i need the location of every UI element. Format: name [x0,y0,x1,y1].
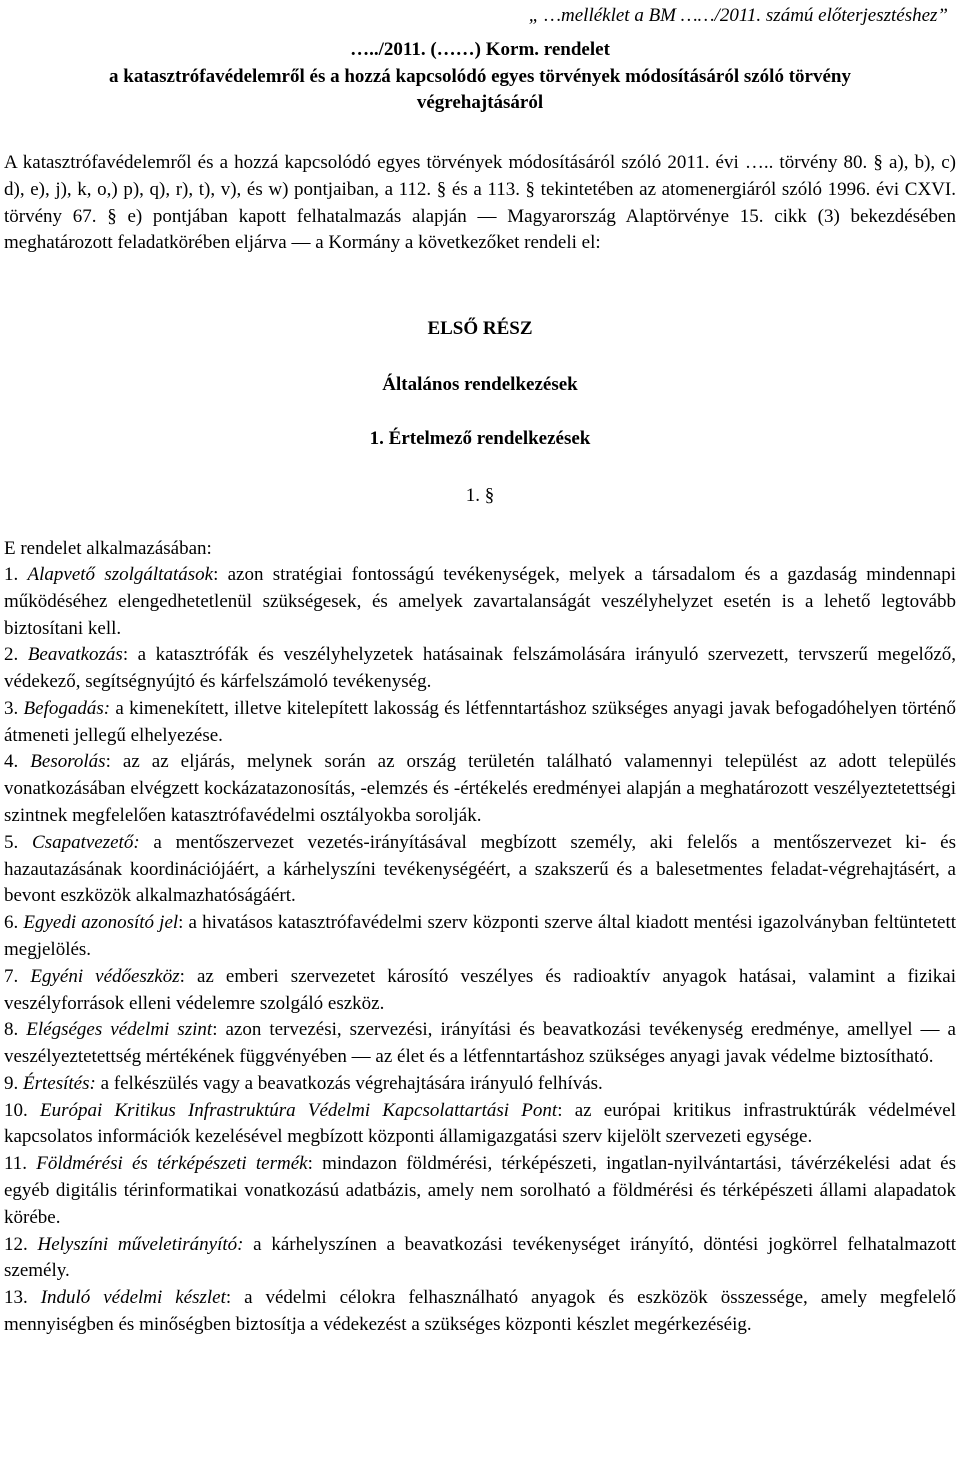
definition-number: 3. [4,697,24,719]
general-heading: Általános rendelkezések [382,374,578,395]
definition-term: Elégséges védelmi szint [26,1019,213,1041]
definition-number: 1. [4,564,28,585]
definition-item [4,1098,956,1152]
definition-term: Csapatvezető: [32,831,140,853]
definition-term: Alapvető szolgáltatások [27,564,214,585]
definition-number: 10. [4,1099,40,1121]
definition-text: : a védelmi célokra felhasználható anyagok és eszközök összessége, amely megfelelő mennyiségben és minőségben biztosítja a védekezést a szükséges központi készlet megérkezéséig. [4,1287,957,1335]
definition-number: 12. [4,1233,38,1255]
definition-term: Egyedi azonosító jel [23,912,179,934]
definition-number: 2. [4,644,28,666]
definition-text: a kimenekített, illetve kitelepített lakosság és létfenntartáshoz szükséges anyagi javak befogadóhelyen történő átmeneti jellegű elhelyezése. [4,697,957,746]
definition-number: 13. [4,1287,41,1309]
definition-term: Egyéni védőeszköz [30,965,180,987]
definition-text: : az az eljárás, melynek során az ország területén található valamennyi települést az adott település vonatkozásában elvégzett kockázatazonosítás, -elemzés és -értékelés eredményei alapján a meghatározott veszélyeztetettségi szintnek megfelelően katasztrófavédelmi osztályokba sorolják. [4,751,956,827]
definition-item [4,1151,956,1231]
definition-number: 5. [4,831,33,853]
definition-term: Helyszíni műveletirányító: [37,1233,244,1255]
definition-item [4,696,956,750]
definition-item [4,1285,956,1339]
title-line-3: végrehajtásáról [416,92,544,114]
definition-item [4,1232,956,1286]
definition-number: 8. [4,1019,27,1041]
definition-number: 11. [4,1153,37,1175]
definition-number: 9. [4,1072,23,1094]
definition-number: 7. [4,965,31,987]
definition-number: 6. [4,912,24,934]
definition-term: Földmérési és térképészeti termék [36,1153,308,1175]
definition-item [4,910,956,964]
definition-text: a kárhelyszínen a beavatkozási tevékenységet irányító, döntési jogkörrel felhatalmazott személy. [4,1233,957,1282]
decree-title [0,37,960,117]
preamble-text: A katasztrófavédelemről és a hozzá kapcsolódó egyes törvények módosításáról szóló 2011. évi ….. törvény 80. § a), b), c) d), e), j), k, o,) p), q), r), t), v), és w) pontjaiban, a 112. § és a 113. § tekintetében az atomenergiáról szóló 1996. évi CXVI. törvény 67. § e) pontjában kapott felhatalmazás alapján — Magyarország Alaptörvénye 15. cikk (3) bekezdésében meghatározott feladatkörében eljárva — a Kormány a következőket rendeli el: [4,152,956,254]
definition-text: : azon stratégiai fontosságú tevékenységek, melyek a társadalom és a gazdaság mindennapi működéséhez elengedhetetlenül szükségesek, és amelyek zavartalanságát veszélyhelyzet esetén is a lehető legtovább biztosítani kell. [4,564,957,639]
definition-text: : az emberi szervezetet károsító veszélyes és radioaktív anyagok hatásai, valamint a fizikai veszélyforrások elleni védelemre szolgáló eszköz. [4,965,957,1014]
definitions-list [4,562,956,1339]
definition-text: : az európai kritikus infrastruktúrák védelmével kapcsolatos információk kezelésével megbízott központi államigazgatási szerv kijelölt szervezeti egysége. [4,1099,957,1148]
definition-text: : mindazon földmérési, térképészeti, ingatlan-nyilvántartási, távérzékelési adat és egyéb digitális térinformatikai vonatkozású adatbázis, amely nem sorolható a földmérési és térképészeti állami alapadatok körébe. [4,1153,957,1228]
definition-number: 4. [4,751,31,773]
definition-item [4,1071,956,1098]
part-heading: ELSŐ RÉSZ [427,318,533,339]
definition-term: Beavatkozás [27,644,123,666]
definition-text: : a hivatásos katasztrófavédelmi szerv központi szerve által kiadott mentési igazolványban feltüntetett megjelölés. [4,912,956,960]
preamble [4,150,956,257]
title-line-1: …../2011. (……) Korm. rendelet [350,39,610,60]
definition-item [4,749,956,829]
definition-term: Értesítés: [23,1072,96,1094]
definition-item [4,1017,956,1071]
definition-item [4,642,956,696]
applicability-line: E rendelet alkalmazásában: [4,538,212,559]
definition-term: Befogadás: [23,697,111,719]
definition-item [4,964,956,1018]
annex-note: „ …melléklet a BM ……/2011. számú előterjesztéshez” [528,5,948,26]
definition-text: : azon tervezési, szervezési, irányítási és beavatkozási tevékenység eredménye, amellyel — a veszélyeztetettség mértékének függvényében — az élet és a létfenntartáshoz szükséges anyagi javak védelme biztosítható. [4,1019,956,1068]
definition-term: Európai Kritikus Infrastruktúra Védelmi Kapcsolattartási Pont [40,1099,558,1121]
section-heading: 1. Értelmező rendelkezések [369,428,591,449]
definition-item [4,562,956,642]
definition-text: a mentőszervezet vezetés-irányításával megbízott személy, aki felelős a mentőszervezet ki- és hazautazásának koordinációjáért, a kárhelyszíni tevékenységéért, a szakszerű és a balesetmentes feladat-végrehajtásért, a bevont eszközök alkalmazhatóságáért. [4,831,956,907]
definition-term: Besorolás [30,751,106,773]
definition-text: : a katasztrófák és veszélyhelyzetek hatásainak felszámolására irányuló szervezett, tervszerű megelőző, védekező, segítségnyújtó és kárfelszámoló tevékenység. [4,644,956,693]
paragraph-number: 1. § [465,485,495,506]
definition-text: a felkészülés vagy a beavatkozás végrehajtására irányuló felhívás. [95,1072,603,1094]
definition-term: Induló védelmi készlet [40,1287,226,1309]
definition-item [4,830,956,910]
title-line-2: a katasztrófavédelemről és a hozzá kapcsolódó egyes törvények módosításáról szóló törvény [109,65,851,87]
